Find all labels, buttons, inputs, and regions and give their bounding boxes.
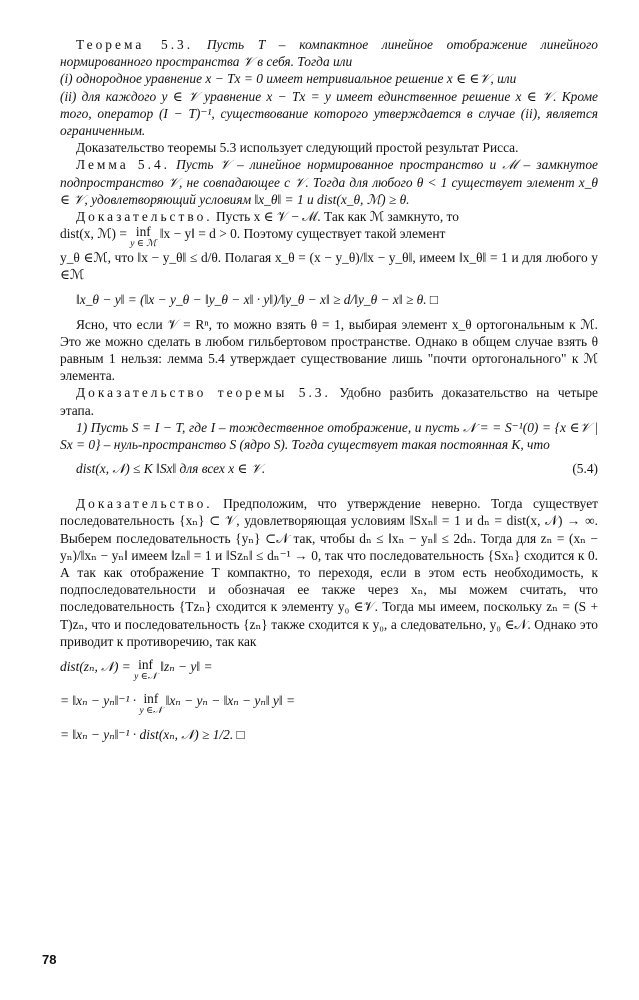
lemma-proof-p3: y_θ ∈ℳ, что ‖x − y_θ‖ ≤ d/θ. Полагая x_θ = (x − y_θ)/‖x − y_θ‖, имеем ‖x_θ‖ = 1 и для любого y ∈ℳ — [60, 250, 598, 283]
final-line-3 — [60, 726, 598, 743]
theorem-paragraph — [60, 36, 598, 70]
final-l3: = ‖xₙ − yₙ‖⁻¹ · dist(xₙ, 𝒩) ≥ 1/2. □ — [60, 727, 245, 743]
lemma-proof-display — [76, 291, 598, 309]
lemma-proof-p1: Пусть x ∈ 𝒱 − ℳ. Так как ℳ замкнуто, то — [215, 209, 459, 225]
lemma-paragraph — [60, 156, 598, 208]
step1-proof-text: Предположим, что утверждение неверно. Тогда существует последовательность {xₙ} ⊂ 𝒱, удовлетворяющая условиям ‖Sxₙ‖ = 1 и dₙ = dist(x, 𝒩) → ∞. Выберем последовательность {yₙ} ⊂𝒩 так, чтобы dₙ ≤ ‖xₙ − yₙ‖ ≤ 2dₙ. Тогда для zₙ = (xₙ − yₙ)/‖xₙ − yₙ‖ имеем ‖zₙ‖ = 1 и ‖Szₙ‖ ≤ dₙ⁻¹ → 0, так что последовательность {Sxₙ} сходится к 0. А так как отображение T компактно, то переходя, если в этом есть необходимость, к подпоследовательности и обозначая ее также через xₙ, мы можем считать, что последовательность {Tzₙ} сходится к элементу y₀ ∈𝒱. Тогда мы имеем, поскольку zₙ = (S + T)zₙ, что и последовательность {zₙ} также сходится к y₀, а следовательно, y₀ ∈𝒩. Однако это приводит к противоречию, так как — [60, 496, 598, 649]
theorem-proof-paragraph — [60, 384, 598, 418]
theorem-head: Теорема 5.3. — [76, 37, 194, 52]
final-line-1 — [60, 658, 598, 682]
final-l1-right: ‖zₙ − y‖ = — [160, 659, 213, 675]
equation-5-4-formula: dist(x, 𝒩) ≤ K ‖Sx‖ для всех x ∈ 𝒱. — [76, 461, 266, 477]
lemma-text: Пусть 𝒱 – линейное нормированное пространство и ℳ – замкнутое подпространство 𝒱, не совпадающее с 𝒱. Тогда для любого θ < 1 существует элемент x_θ ∈ 𝒱, удовлетворяющий условиям ‖x_θ‖ = 1 и dist(x_θ, ℳ) ≥ θ. — [60, 157, 598, 207]
lemma-display-formula: ‖x_θ − y‖ = (‖x − y_θ − ‖y_θ − x‖ · y‖)/‖y_θ − x‖ ≥ d/‖y_θ − x‖ ≥ θ. □ — [76, 291, 439, 307]
final-inf-2-label: inf — [143, 691, 159, 707]
equation-number: (5.4) — [572, 461, 598, 477]
theorem-text: Пусть T – компактное линейное отображение линейного нормированного пространства 𝒱 в себя. Тогда или — [60, 37, 598, 70]
step1-proof-head: Доказательство. — [76, 496, 213, 512]
equation-5-4 — [76, 460, 598, 478]
lemma-proof-line-2 — [60, 225, 598, 249]
inf-label: inf — [135, 224, 151, 240]
theorem-item-1: (i) однородное уравнение x − Tx = 0 имеет нетривиальное решение x ∈ ∈𝒱, или — [60, 71, 517, 87]
final-inf-1 — [134, 658, 157, 682]
inf-operator — [130, 225, 156, 249]
step1-proof-paragraph — [60, 495, 598, 650]
final-l2-left: = ‖xₙ − yₙ‖⁻¹ · — [60, 693, 137, 709]
lemma-proof-line-1 — [60, 208, 598, 225]
inf-subscript: y ∈ ℳ — [130, 239, 157, 250]
lemma-proof-p2-right: ‖x − y‖ = d > 0. Поэтому существует такой элемент — [159, 226, 446, 242]
theorem-proof-head: Доказательство теоремы 5.3. — [76, 385, 331, 401]
final-inf-1-label: inf — [138, 657, 153, 673]
lemma-proof-p2-left: dist(x, ℳ) = — [60, 226, 127, 242]
remark-paragraph: Ясно, что если 𝒱 = Rⁿ, то можно взять θ = 1, выбирая элемент x_θ ортогональным к ℳ. Это же можно сделать в любом гильбертовом пространстве. Однако в общем случае взять θ равным 1 нельзя: лемма 5.4 утверждает существование лишь "почти ортогонального" к ℳ элемента. — [60, 316, 598, 384]
lemma-head: Лемма 5.4. — [76, 157, 170, 173]
final-line-2 — [60, 692, 598, 716]
page-number: 78 — [42, 952, 57, 967]
final-l2-right: ‖xₙ − yₙ − ‖xₙ − yₙ‖ y‖ = — [165, 693, 295, 709]
page-body — [60, 36, 598, 747]
lemma-proof-head: Доказательство. — [76, 209, 213, 225]
theorem-item-2: (ii) для каждого y ∈ 𝒱 уравнение x − Tx = y имеет единственное решение x ∈ 𝒱. Кроме того, оператор (I − T)⁻¹, существование которого утверждается в случае (ii), является ограниченным. — [60, 88, 598, 139]
final-l1-left: dist(zₙ, 𝒩) = — [60, 659, 131, 675]
step1-paragraph: 1) Пусть S = I − T, где I – тождественное отображение, и пусть 𝒩 = = S⁻¹(0) = {x ∈𝒱 | Sx = 0} – нуль-пространство S (ядро S). Тогда существует такая постоянная K, что — [60, 419, 598, 453]
final-inf-2-subscript: y ∈𝒩 — [139, 706, 163, 717]
final-inf-2 — [140, 692, 163, 716]
proof-intro: Доказательство теоремы 5.3 использует следующий простой результат Рисса. — [76, 140, 519, 156]
final-inf-1-subscript: y ∈𝒩 — [134, 672, 157, 683]
theorem-proof-text: Удобно разбить доказательство на четыре этапа. — [60, 385, 598, 418]
